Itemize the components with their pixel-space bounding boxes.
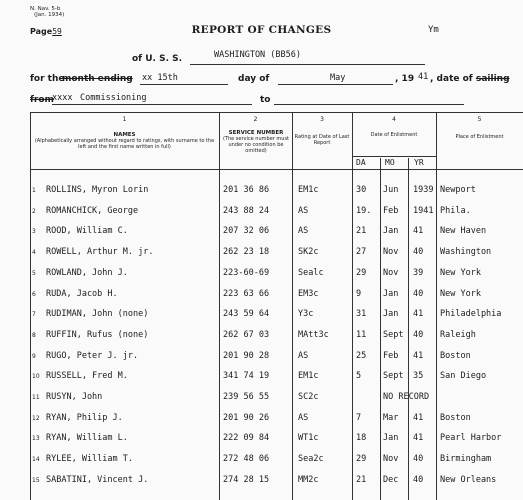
place-cell: New Orleans [440,474,497,485]
table-row [30,366,523,386]
service-title: SERVICE NUMBER [228,130,284,136]
row-number: 8 [32,331,36,339]
place-cell: New York [440,267,481,278]
enlist-month-cell: Jan [383,309,399,320]
rating-cell: EM1c [298,371,319,382]
enlist-month-cell: Nov [383,454,399,465]
enlist-year-header: YR [414,158,424,167]
enlist-day-cell: 29 [356,267,367,278]
table-header-rule [30,169,523,170]
rating-cell: MAtt3c [298,329,329,340]
service-number-cell: 223-60-69 [223,267,270,278]
rating-cell: SK2c [298,247,319,258]
service-number-cell: 201 36 86 [223,185,270,195]
service-number-cell: 243 88 24 [223,205,270,216]
enlist-day-cell: 19. [356,205,372,216]
month-rule [278,84,393,85]
name-cell: ROWLAND, John J. [46,267,128,278]
table-row [30,180,523,200]
rating-cell: Sealc [298,267,324,278]
enlist-day-cell: 31 [356,309,367,320]
name-cell: RUGO, Peter J. jr. [46,350,139,361]
enlist-day-cell: 9 [356,288,362,299]
year-value: 41 [418,72,429,82]
for-the-label: for the [30,74,65,84]
row-number: 6 [32,290,36,298]
month-ending-struck: month ending [62,74,133,84]
day-value: xx 15th [142,73,178,83]
name-cell: SABATINI, Vincent J. [46,474,149,485]
enlist-month-cell: Sept [383,329,404,340]
service-number-cell: 239 56 55 [223,392,270,402]
place-cell: Boston [440,350,471,361]
from-struck: from [30,95,54,105]
enlist-day-cell: 11 [356,329,367,340]
service-number-cell: 274 28 15 [223,474,270,485]
table-row [30,408,523,428]
ship-rule [190,64,425,65]
service-number-cell: 262 67 03 [223,329,270,340]
enlist-day-cell: 7 [356,412,362,423]
year-prefix: , 19 [395,74,415,84]
name-cell: RUSYN, John [46,392,103,402]
name-cell: RUFFIN, Rufus (none) [46,329,149,340]
service-number-cell: 243 59 64 [223,309,270,320]
table-row [30,387,523,407]
col-num-1: 1 [122,116,127,123]
row-number: 11 [32,394,40,401]
enlist-day-cell: 5 [356,371,362,382]
place-cell: Raleigh [440,329,476,340]
row-number: 3 [32,228,36,236]
rating-cell: EM3c [298,288,319,299]
names-header [34,132,215,150]
names-title: NAMES [113,132,136,138]
enlist-day-cell: 25 [356,350,367,361]
enlist-day-header: DA [356,158,366,167]
rating-cell: AS [298,226,309,237]
col-num-3: 3 [320,116,324,123]
ship-name: WASHINGTON (BB56) [214,50,301,60]
enlist-year-cell: 35 [413,371,424,382]
table-row [30,470,523,490]
enlist-month-cell: Jun [383,185,399,195]
place-cell: Boston [440,412,471,423]
names-note: (Alphabetically arranged without regard to ratings, with surname to the left and the first name written in full) [34,138,215,150]
service-number-cell: 222 09 84 [223,433,270,444]
enlist-month-cell: Sept [383,371,404,382]
row-number: 1 [32,187,36,194]
name-cell: ROMANCHICK, George [46,205,139,216]
to-rule [274,104,464,105]
place-cell: Phila. [440,205,471,216]
enlist-month-cell: Feb [383,350,399,361]
name-cell: RUSSELL, Fred M. [46,371,128,382]
rating-cell: AS [298,350,309,361]
enlist-year-cell: 40 [413,474,424,485]
row-number: 4 [32,249,36,257]
row-number: 7 [32,311,36,319]
place-cell: Washington [440,247,492,258]
enlist-month-cell: Dec [383,474,399,485]
name-cell: ROWELL, Arthur M. jr. [46,247,154,258]
service-number-cell: 272 48 06 [223,454,270,465]
table-top-rule [30,112,523,113]
enlist-year-cell: 41 [413,350,424,361]
service-number-cell: 262 23 18 [223,247,270,258]
enlist-day-cell: 21 [356,474,367,485]
enlist-year-cell: 39 [413,267,424,278]
table-row [30,263,523,283]
place-cell: Philadelphia [440,309,502,320]
service-number-cell: 207 32 06 [223,226,270,237]
enlist-day-cell: 29 [356,454,367,465]
enlist-year-cell: 41 [413,433,424,444]
enlist-month-cell: Nov [383,267,399,278]
rating-cell: Sea2c [298,454,324,465]
row-number: 2 [32,207,36,215]
enlist-year-cell: 40 [413,454,424,465]
sailing-struck: sailing [476,74,510,84]
service-number-cell: 223 63 66 [223,288,270,299]
from-value: Commissioning [80,93,147,103]
day-of-label: day of [238,74,270,84]
rating-cell: MM2c [298,474,319,485]
enlist-year-cell: 1941 [413,205,434,216]
enlist-year-cell: 40 [413,288,424,299]
month-value: May [330,73,346,83]
place-cell: Pearl Harbor [440,433,502,444]
xxxx-mark: xxxx [52,93,73,103]
place-cell: Birmingham [440,454,492,465]
row-number: 9 [32,352,36,360]
enlist-month-cell: Jan [383,226,399,237]
enlist-month-cell: Feb [383,205,399,216]
table-row [30,201,523,221]
page-label: Page [30,27,53,36]
changes-table [30,112,523,500]
table-row [30,346,523,366]
rating-header: Rating at Date of Last Report [294,134,350,146]
table-row [30,221,523,241]
report-title: REPORT OF CHANGES [191,24,332,36]
enlist-day-cell: 27 [356,247,367,258]
page-number: 59 [52,27,62,36]
form-code: N. Nav. 5-b [30,6,61,12]
enlist-year-cell: 1939 [413,185,434,195]
table-row [30,242,523,262]
row-number: 10 [32,373,40,381]
enlist-month-cell: NO RECORD [383,392,430,402]
enlist-month-cell: Jan [383,433,399,444]
table-row [30,325,523,345]
name-cell: RYLEE, William T. [46,454,133,465]
name-cell: ROLLINS, Myron Lorin [46,185,149,195]
col-num-5: 5 [477,116,482,123]
day-rule [140,84,228,85]
col-num-4: 4 [392,116,396,123]
enlist-month-cell: Mar [383,412,399,423]
enlist-day-cell: 21 [356,226,367,237]
place-cell: Newport [440,185,476,195]
from-rule [52,104,252,105]
rating-cell: EM1c [298,185,319,195]
place-header: Place of Enlistment [455,134,504,140]
enlist-day-cell: 30 [356,185,367,195]
rating-cell: AS [298,412,309,423]
table-row [30,304,523,324]
name-cell: RYAN, William L. [46,433,128,444]
row-number: 12 [32,414,40,422]
to-label: to [260,95,271,105]
enlist-header: Date of Enlistment [370,132,418,138]
enlist-year-cell: 41 [413,309,424,320]
of-uss-label: of U. S. S. [132,54,183,64]
row-number: 13 [32,435,40,443]
form-date-code: (Jan. 1934) [34,12,65,18]
name-cell: ROOD, William C. [46,226,128,237]
enlist-month-cell: Nov [383,247,399,258]
place-cell: New York [440,288,481,299]
place-cell: New Haven [440,226,487,237]
enlist-day-cell: 18 [356,433,367,444]
enlist-year-cell: 41 [413,412,424,423]
row-number: 14 [32,456,40,464]
date-of-label: , date of [430,74,473,84]
service-note: (The service number must under no condition be omitted) [222,136,290,154]
service-number-cell: 341 74 19 [223,371,270,382]
service-number-cell: 201 90 28 [223,350,270,361]
name-cell: RUDA, Jacob H. [46,288,118,299]
top-right-mark: Ym [428,25,439,35]
col-num-2: 2 [253,116,258,123]
service-number-cell: 201 90 26 [223,412,270,423]
enlist-subrule [352,156,436,157]
rating-cell: AS [298,205,309,216]
name-cell: RUDIMAN, John (none) [46,309,149,320]
rating-cell: Y3c [298,309,314,320]
enlist-year-cell: 41 [413,226,424,237]
row-number: 5 [32,269,36,277]
row-number: 15 [32,476,40,484]
rating-cell: WT1c [298,433,319,444]
rating-cell: SC2c [298,392,319,402]
enlist-month-header: MO [385,158,395,167]
name-cell: RYAN, Philip J. [46,412,123,423]
service-header [222,130,290,154]
table-row [30,428,523,448]
enlist-month-cell: Jan [383,288,399,299]
enlist-year-cell: 40 [413,329,424,340]
enlist-year-cell: 40 [413,247,424,258]
table-row [30,284,523,304]
table-row [30,449,523,469]
place-cell: San Diego [440,371,487,382]
